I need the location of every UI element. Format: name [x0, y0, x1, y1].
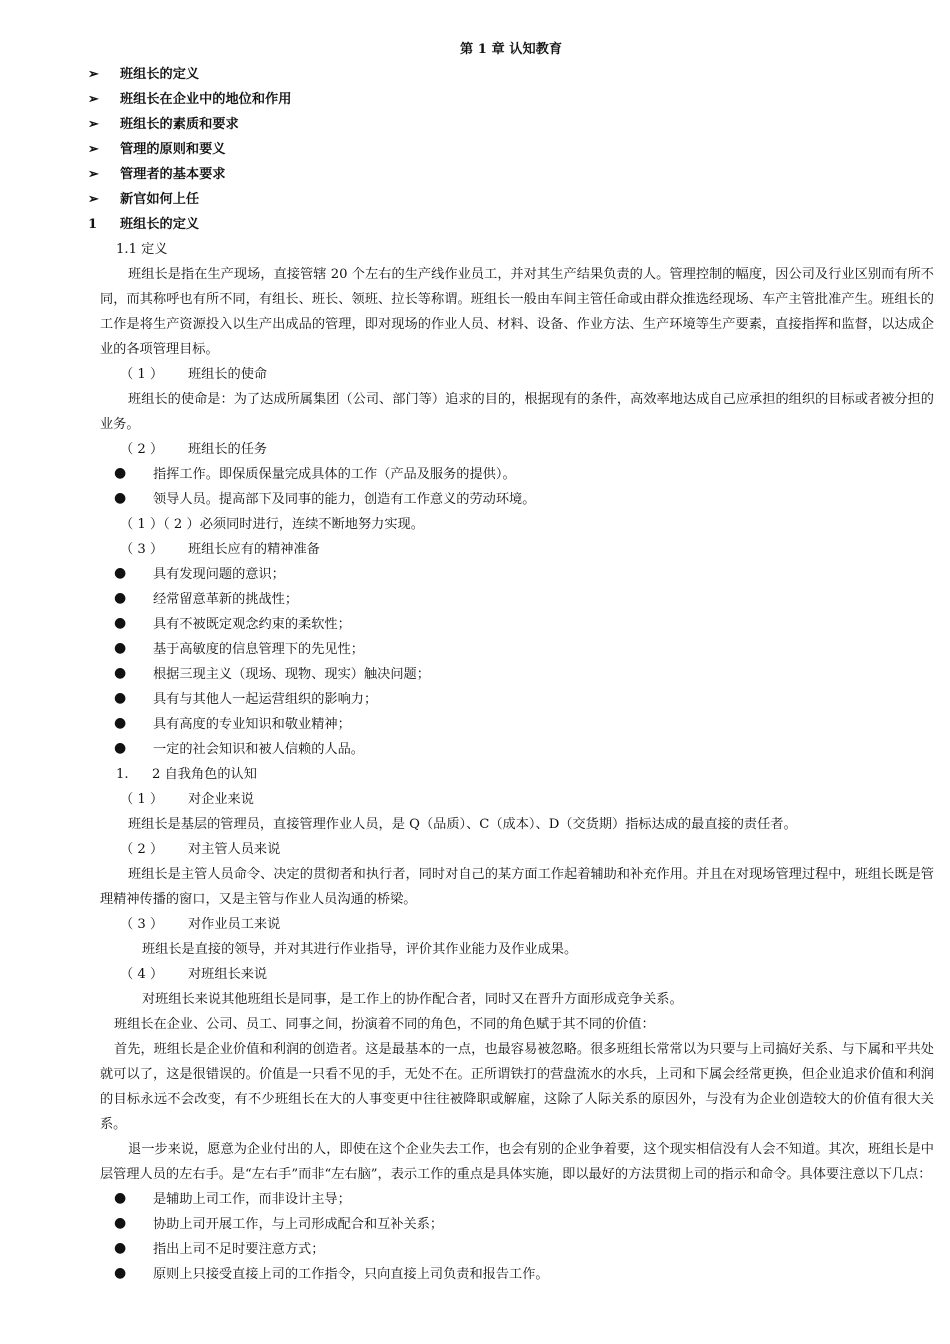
bullet-dot-icon: ●: [114, 1215, 127, 1231]
outline-item: ➢ 新官如何上任: [0, 187, 950, 212]
paragraph-definition: 班组长是指在生产现场，直接管辖 20 个左右的生产线作业员工，并对其生产结果负责的人。管理控制的幅度，因公司及行业区别而有所不同，而其称呼也有所不同，有组长、班长、领班、拉长等称谓。班组长一般由车间主管任命或由群众推选经现场、车产主管批准产生。班组长的工作是将生产资源投入以生产出成品的管理，即对现场的作业人员、材料、设备、作业方法、生产环境等生产要素，直接指挥和监督，以达成企业的各项管理目标。: [100, 267, 934, 357]
bullet-dot-icon: ●: [114, 690, 127, 706]
paragraph-role-worker: 班组长是直接的领导，并对其进行作业指导，评价其作业能力及作业成果。: [142, 942, 578, 957]
paragraph-role-supervisor: 班组长是主管人员命令、决定的贯彻者和执行者，同时对自己的某方面工作起着辅助和补充作用。并且在对现场管理过程中，班组长既是管理精神传播的窗口，又是主管与作业人员沟通的桥梁。: [100, 867, 934, 907]
item-heading: （ 4 ） 对班组长来说: [120, 967, 268, 982]
bullet-dot-icon: ●: [114, 1190, 127, 1206]
list-item: ● 协助上司开展工作，与上司形成配合和互补关系；: [0, 1212, 950, 1237]
outline-item: ➢ 班组长在企业中的地位和作用: [0, 87, 950, 112]
outline-list: [0, 62, 950, 212]
bullet-dot-icon: ●: [114, 615, 127, 631]
list-item: ● 具有高度的专业知识和敬业精神；: [0, 712, 950, 737]
list-item: ● 指挥工作。即保质保量完成具体的工作（产品及服务的提供）。: [0, 462, 950, 487]
bullet-dot-icon: ●: [114, 590, 127, 606]
arrow-bullet-icon: ➢: [88, 67, 100, 82]
list-item: ● 具有与其他人一起运营组织的影响力；: [0, 687, 950, 712]
paragraph-role-peer: 对班组长来说其他班组长是同事，是工作上的协作配合者，同时又在晋升方面形成竞争关系。: [142, 992, 683, 1007]
list-item: ● 一定的社会知识和被人信赖的人品。: [0, 737, 950, 762]
outline-item: ➢ 班组长的定义: [0, 62, 950, 87]
paragraph-first: 首先，班组长是企业价值和利润的创造者。这是最基本的一点，也最容易被忽略。很多班组长常常以为只要与上司搞好关系、与下属和平共处就可以了，这是很错误的。价值是一只看不见的手，无处不在。正所谓铁打的营盘流水的水兵，上司和下属会经常更换，但企业追求价值和利润的目标永远不会改变，有不少班组长在大的人事变更中往往被降职或解雇，这除了人际关系的原因外，与没有为企业创造较大的价值有很大关系。: [100, 1042, 934, 1132]
arrow-bullet-icon: ➢: [88, 192, 100, 207]
bullet-dot-icon: ●: [114, 640, 127, 656]
item-heading: （ 2 ） 对主管人员来说: [120, 842, 281, 857]
section-heading: 1 班组长的定义: [88, 217, 200, 232]
bullet-dot-icon: ●: [114, 565, 127, 581]
bullet-dot-icon: ●: [114, 1265, 127, 1281]
bullet-dot-icon: ●: [114, 465, 127, 481]
arrow-bullet-icon: ➢: [88, 167, 100, 182]
list-item: ● 具有发现问题的意识；: [0, 562, 950, 587]
list-item: ● 指出上司不足时要注意方式；: [0, 1237, 950, 1262]
document-page: [0, 37, 950, 1287]
list-item: ● 领导人员。提高部下及同事的能力，创造有工作意义的劳动环境。: [0, 487, 950, 512]
chapter-title: 第 1 章 认知教育: [459, 42, 563, 57]
arrow-bullet-icon: ➢: [88, 142, 100, 157]
bullet-dot-icon: ●: [114, 665, 127, 681]
paragraph-mission: 班组长的使命是：为了达成所属集团（公司、部门等）追求的目的，根据现有的条件，高效率地达成自己应承担的组织的目标或者被分担的业务。: [100, 392, 934, 432]
outline-item: ➢ 管理者的基本要求: [0, 162, 950, 187]
list-item: ● 经常留意革新的挑战性；: [0, 587, 950, 612]
subsection-heading: 1.1 定义: [116, 242, 168, 257]
list-item: ● 原则上只接受直接上司的工作指令，只向直接上司负责和报告工作。: [0, 1262, 950, 1287]
arrow-bullet-icon: ➢: [88, 117, 100, 132]
paragraph-roles: 班组长在企业、公司、员工、同事之间，扮演着不同的角色，不同的角色赋于其不同的价值：: [114, 1017, 655, 1032]
bullet-dot-icon: ●: [114, 490, 127, 506]
tasks-note: （ 1 ）（ 2 ）必须同时进行，连续不断地努力实现。: [120, 517, 424, 532]
list-item: ● 根据三现主义（现场、现物、现实）触决问题；: [0, 662, 950, 687]
subsection-heading: 1. 2 自我角色的认知: [116, 767, 257, 782]
bullet-dot-icon: ●: [114, 715, 127, 731]
outline-item: ➢ 班组长的素质和要求: [0, 112, 950, 137]
item-heading: （ 3 ） 班组长应有的精神准备: [120, 542, 320, 557]
paragraph-role-company: 班组长是基层的管理员，直接管理作业人员，是 Q（品质）、C（成本）、D（交货期）指标达成的最直接的责任者。: [128, 817, 797, 832]
outline-item: ➢ 管理的原则和要义: [0, 137, 950, 162]
bullet-dot-icon: ●: [114, 1240, 127, 1256]
item-heading: （ 3 ） 对作业员工来说: [120, 917, 281, 932]
paragraph-second: 退一步来说，愿意为企业付出的人，即使在这个企业失去工作，也会有别的企业争着要，这个现实相信没有人会不知道。其次，班组长是中层管理人员的左右手。是“左右手”而非“左右脑”，表示工作的重点是具体实施，即以最好的方法贯彻上司的指示和命令。具体要注意以下几点：: [100, 1142, 934, 1182]
list-item: ● 基于高敏度的信息管理下的先见性；: [0, 637, 950, 662]
arrow-bullet-icon: ➢: [88, 92, 100, 107]
item-heading: （ 2 ） 班组长的任务: [120, 442, 268, 457]
item-heading: （ 1 ） 班组长的使命: [120, 367, 268, 382]
list-item: ● 具有不被既定观念约束的柔软性；: [0, 612, 950, 637]
item-heading: （ 1 ） 对企业来说: [120, 792, 254, 807]
list-item: ● 是辅助上司工作，而非设计主导；: [0, 1187, 950, 1212]
bullet-dot-icon: ●: [114, 740, 127, 756]
